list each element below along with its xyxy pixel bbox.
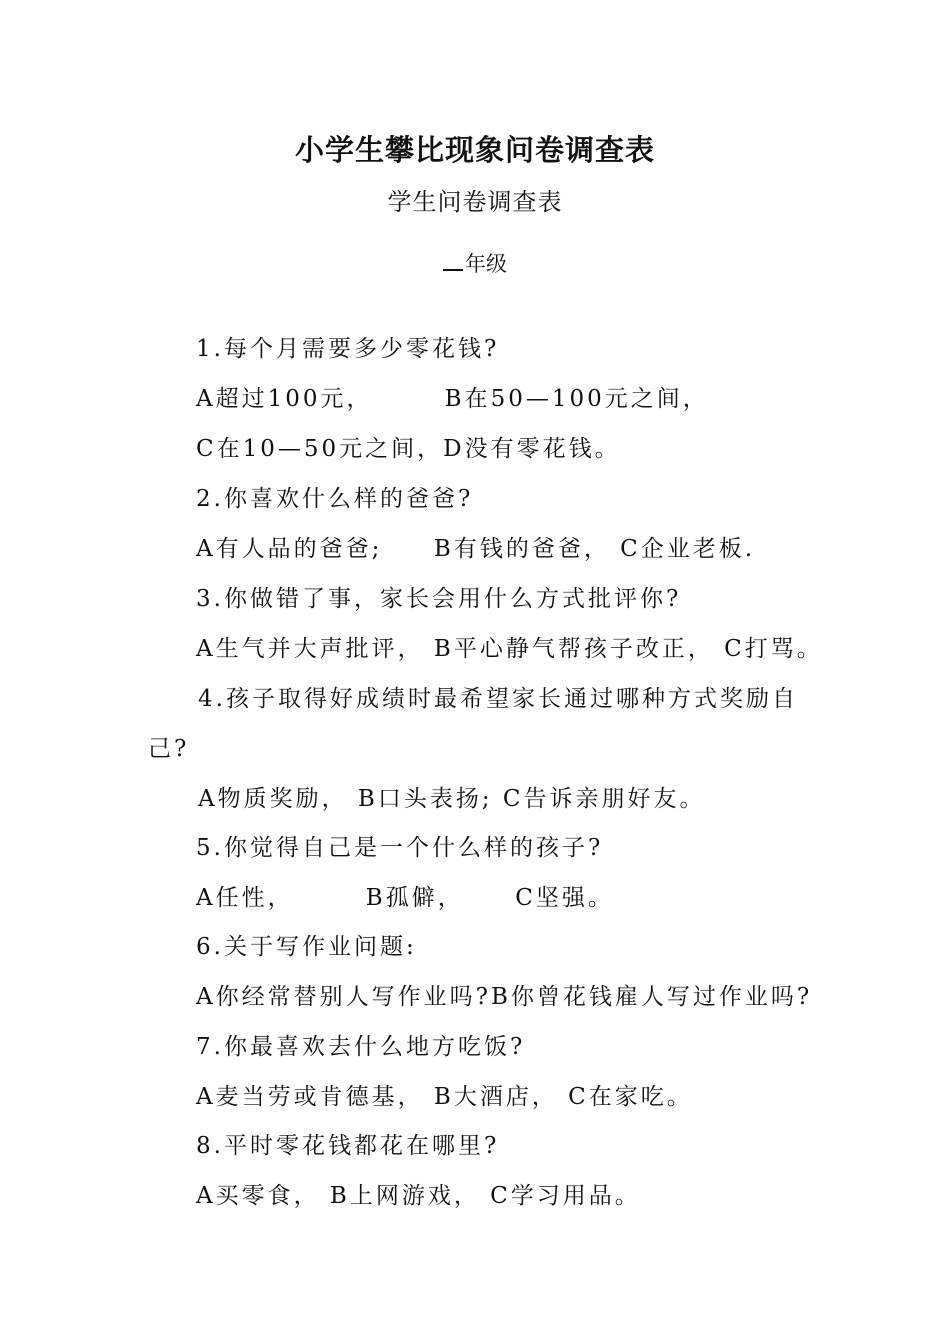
- question-7: 7.你最喜欢去什么地方吃饭?: [196, 1034, 526, 1060]
- question-1-options-a-b: A超过100元， B在50—100元之间，: [196, 386, 709, 412]
- question-6-options: A你经常替别人写作业吗?B你曾花钱雇人写过作业吗?: [196, 984, 813, 1010]
- document-subtitle: 学生问卷调查表: [387, 188, 563, 216]
- question-4-options: A物质奖励， B口头表扬; C告诉亲朋好友。: [198, 786, 706, 812]
- question-8: 8.平时零花钱都花在哪里?: [196, 1133, 500, 1159]
- question-3: 3.你做错了事，家长会用什么方式批评你?: [196, 586, 682, 612]
- question-7-options: A麦当劳或肯德基， B大酒店， C在家吃。: [196, 1084, 693, 1110]
- question-4: 4.孩子取得好成绩时最希望家长通过哪种方式奖励自: [198, 686, 798, 712]
- question-4-continued: 己?: [148, 736, 190, 762]
- question-3-options: A生气并大声批评， B平心静气帮孩子改正， C打骂。: [196, 636, 823, 662]
- document-title: 小学生攀比现象问卷调查表: [294, 133, 655, 167]
- grade-label: 年级: [465, 252, 507, 276]
- grade-field: [0, 248, 950, 278]
- question-6: 6.关于写作业问题:: [196, 934, 417, 960]
- question-8-options: A买零食， B上网游戏， C学习用品。: [196, 1183, 641, 1209]
- question-1-options-c-d: C在10—50元之间，D没有零花钱。: [196, 436, 621, 462]
- question-1: 1.每个月需要多少零花钱?: [196, 336, 500, 362]
- question-2-options: A有人品的爸爸; B有钱的爸爸， C企业老板.: [196, 536, 756, 562]
- question-5-options: A任性， B孤僻， C坚强。: [196, 885, 614, 911]
- question-2: 2.你喜欢什么样的爸爸?: [196, 486, 474, 512]
- question-5: 5.你觉得自己是一个什么样的孩子?: [196, 835, 604, 861]
- grade-blank[interactable]: [443, 249, 463, 271]
